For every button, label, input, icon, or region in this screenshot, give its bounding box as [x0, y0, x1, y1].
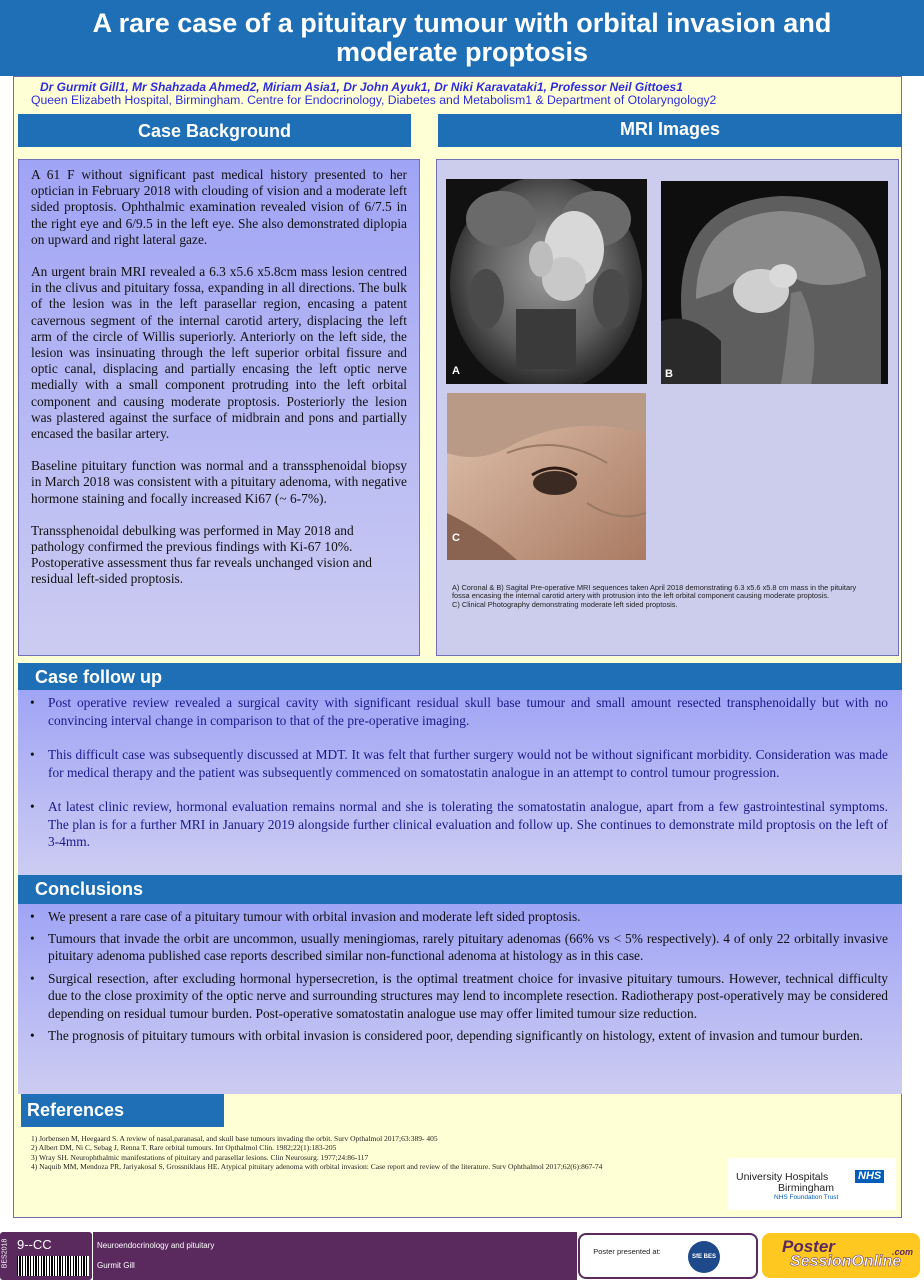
brand-session-online: SessionOnline [790, 1253, 902, 1270]
mri-caption-c: C) Clinical Photography demonstrating moderate left sided proptosis. [452, 599, 678, 609]
mri-caption-ab: A) Coronal & B) Sagital Pre-operative MRI sequences taken April 2018 demonstrating 6.3 x5.6 x5.8 cm mass in the pituitary fossa encasing the internal carotid artery with protrusion into the left orbital component causing moderate proptosis. [452, 583, 857, 601]
conclusion-item: • The prognosis of pituitary tumours with orbital invasion is considered poor, depending significantly on histology, extent of invasion and tumour burden. [30, 1027, 888, 1045]
conclusions-panel [18, 904, 902, 1094]
case-background-heading: Case Background [18, 114, 411, 147]
case-background-p4: Transsphenoidal debulking was performed in May 2018 and pathology confirmed the previous findings with Ki-67 10%. Postoperative assessment thus far reveals unchanged vision and residual left-sided proptosis. [31, 522, 373, 587]
mri-images-heading: MRI Images [438, 114, 902, 147]
footer-code-block [0, 1232, 92, 1280]
case-follow-up-heading: Case follow up [18, 663, 902, 690]
references-heading: References [21, 1094, 224, 1127]
conference-label: BES2018 [1, 1238, 9, 1269]
reference-item: 2) Albert DM, Ni C, Sebag J, Renna T. Rare orbital tumours. Int Opthalmol Clin. 1982;22(1):183-205 [31, 1143, 337, 1153]
sagittal-mri-image [661, 181, 888, 384]
brand-dotcom: .com [892, 1247, 914, 1257]
mri-images-panel [436, 159, 899, 656]
follow-up-item: • At latest clinic review, hormonal evaluation remains normal and she is tolerating the somatostatin analogue, apart from a few gastrointestinal symptoms. The plan is for a further MRI in January 2019 alongside further clinical evaluation and follow up. She continues to demonstrate mild proptosis on the left of 3-4mm. [30, 798, 888, 851]
poster-title-line1: A rare case of a pituitary tumour with orbital invasion and [92, 8, 832, 38]
case-follow-up-list [30, 694, 888, 851]
image-label-a: A [452, 365, 460, 377]
poster-session-online-logo [762, 1233, 920, 1278]
conclusions-list [30, 908, 888, 1045]
nhs-logo-icon: NHS [855, 1170, 884, 1183]
case-background-p2: An urgent brain MRI revealed a 6.3 x5.6 x5.8cm mass lesion centred in the clivus and pituitary fossa, expanding in all directions. The bulk of the lesion was in the left parasellar region, encasing a patent cavernous segment of the internal carotid artery, displacing the left arm of the circle of Willis superiorly. Anteriorly on the left side, the lesion was insinuating through the left superior orbital fissure and optic canal, displacing and partially encasing the left optic nerve medially with a small component protruding into the left orbital component and causing moderate proptosis. Posteriorly the lesion was plastered against the surface of midbrain and pons and partially encased the basilar artery. [31, 264, 407, 442]
conclusions-heading: Conclusions [18, 875, 902, 904]
case-follow-up-panel [18, 690, 902, 875]
footer-info-block [93, 1232, 577, 1280]
reference-item: 1) Jorbensen M, Heegaard S. A review of nasal,paranasal, and skull base tumours invading the orbit. Surv Opthalmol 2017;63:389- 405 [31, 1134, 438, 1143]
poster-author: Gurmit Gill [97, 1261, 135, 1270]
logo-line1: University Hospitals [736, 1171, 829, 1183]
reference-item: 3) Wray SH. Neurophthalmic manifestations of pituitary and parasellar lesions. Clin Neurosurg. 1977;24:86-117 [31, 1152, 369, 1162]
image-label-b: B [665, 368, 673, 380]
barcode-icon [17, 1256, 89, 1276]
case-background-p1: A 61 F without significant past medical history presented to her optician in February 2018 with clouding of vision and a moderate left sided proptosis. Ophthalmic examination revealed vision of 6/7.5 in the right eye and 6/9.5 in the left eye. She also demonstrated diplopia on upward and right lateral gaze. [31, 167, 407, 247]
presented-at-box [578, 1233, 758, 1279]
case-background-p3: Baseline pituitary function was normal and a transsphenoidal biopsy in March 2018 was consistent with a pituitary adenoma, with negative hormone staining and focally increased Ki67 (~ 6-7%). [31, 458, 407, 506]
conclusion-item: • We present a rare case of a pituitary tumour with orbital invasion and moderate left sided proptosis. [30, 908, 888, 926]
case-background-text [31, 167, 407, 588]
logo-line2: Birmingham [778, 1182, 835, 1194]
poster-code: 9--CC [17, 1237, 52, 1252]
references-list [31, 1134, 721, 1171]
presented-at-label: Poster presented at: [593, 1247, 661, 1256]
coronal-mri-image [446, 179, 647, 384]
conclusion-item: • Tumours that invade the orbit are uncommon, usually meningiomas, rarely pituitary adenomas (66% vs < 5% respectively). 4 of only 22 orbitally invasive pituitary adenoma published case reports described similar non-functional adenoma at histology as in this case. [30, 930, 888, 965]
follow-up-item: • Post operative review revealed a surgical cavity with significant residual skull base tumour and small amount resected transphenoidally but with no convincing interval change in comparison to that of the pre-operative imaging. [30, 694, 888, 729]
reference-item: 4) Naquib MM, Mendoza PR, Jariyakosal S, Grossniklaus HE. Atypical pituitary adenoma with orbital invasion: Case report and review of the literature. Surv Ophthalmol 2017;62(6):867-74 [31, 1161, 603, 1171]
society-badge-icon: SfE BES [688, 1241, 720, 1273]
affiliation: Queen Elizabeth Hospital, Birmingham. Centre for Endocrinology, Diabetes and Metabolism1 & Department of Otolaryngology2 [31, 93, 717, 107]
poster-category: Neuroendocrinology and pituitary [97, 1241, 215, 1250]
case-background-panel [18, 159, 420, 656]
poster-title [0, 0, 924, 76]
mri-caption [452, 584, 872, 609]
poster-title-line2: moderate proptosis [335, 37, 589, 67]
logo-line3: NHS Foundation Trust [774, 1194, 839, 1201]
clinical-photo-image [447, 393, 646, 560]
follow-up-item: • This difficult case was subsequently discussed at MDT. It was felt that further surgery would not be without significant morbidity. Consideration was made for medical therapy and the patient was subsequently commenced on somatostatin analogue in an attempt to control tumour progression. [30, 746, 888, 781]
image-label-c: C [452, 532, 460, 544]
conclusion-item: • Surgical resection, after excluding hormonal hypersecretion, is the optimal treatment choice for invasive pituitary tumours. However, technical difficulty due to the close proximity of the optic nerve and surrounding structures may lend to incomplete resection. Radiotherapy post-operatively may be considered depending on residual tumour burden. Post-operative somatostatin analogue use may offer limited tumour size reduction. [30, 970, 888, 1023]
author-list: Dr Gurmit Gill1, Mr Shahzada Ahmed2, Miriam Asia1, Dr John Ayuk1, Dr Niki Karavataki1, Professor Neil Gittoes1 [40, 80, 683, 94]
hospital-logo [728, 1158, 896, 1210]
footer [0, 1232, 924, 1280]
brand-poster: Poster [782, 1237, 835, 1256]
